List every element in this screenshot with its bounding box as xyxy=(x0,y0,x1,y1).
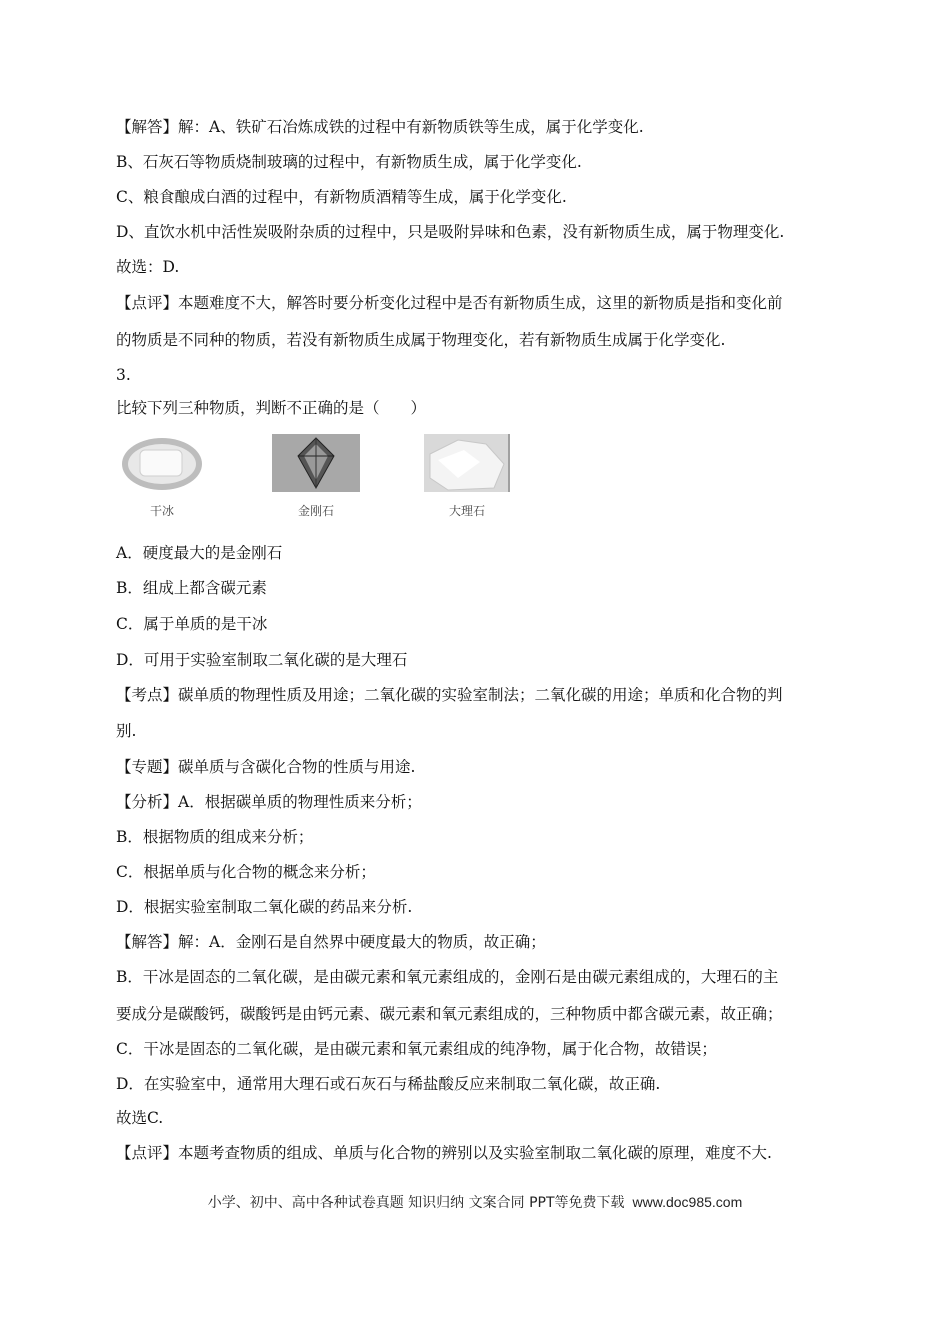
zhuanti: 【专题】碳单质与含碳化合物的性质与用途. xyxy=(116,758,416,776)
jieda-c: C．干冰是固态的二氧化碳，是由碳元素和氧元素组成的纯净物，属于化合物，故错误； xyxy=(116,1040,717,1058)
jieda-b-line-1: B．干冰是固态的二氧化碳，是由碳元素和氧元素组成的，金刚石是由碳元素组成的，大理石的主 xyxy=(116,968,779,986)
footer-link[interactable]: www.doc985.com xyxy=(632,1194,743,1210)
fenxi-b: B．根据物质的组成来分析； xyxy=(116,828,314,846)
footer-text: 小学、初中、高中各种试卷真题 知识归纳 文案合同 PPT等免费下载 xyxy=(207,1195,625,1211)
option-c: C．属于单质的是干冰 xyxy=(116,615,268,633)
solution-comment-line-2: 的物质是不同种的物质，若没有新物质生成属于物理变化，若有新物质生成属于化学变化. xyxy=(116,331,726,349)
dianping: 【点评】本题考查物质的组成、单质与化合物的辨别以及实验室制取二氧化碳的原理，难度不大. xyxy=(116,1144,772,1162)
diamond-icon xyxy=(272,434,360,492)
dry-ice-photo xyxy=(116,430,208,522)
kaodian-line-2: 别. xyxy=(116,722,137,740)
solution-option-d: D、直饮水机中活性炭吸附杂质的过程中，只是吸附异味和色素，没有新物质生成，属于物理变化. xyxy=(116,223,785,241)
solution-choice: 故选：D. xyxy=(116,258,180,276)
marble-photo xyxy=(420,430,514,522)
marble-icon xyxy=(424,434,510,492)
option-d: D．可用于实验室制取二氧化碳的是大理石 xyxy=(116,651,408,669)
diamond-photo xyxy=(268,430,364,522)
marble-caption: 大理石 xyxy=(448,504,485,518)
question-number: 3. xyxy=(116,366,131,384)
solution-option-c: C、粮食酿成白酒的过程中，有新物质酒精等生成，属于化学变化. xyxy=(116,188,567,206)
jieda-d: D．在实验室中，通常用大理石或石灰石与稀盐酸反应来制取二氧化碳，故正确. xyxy=(116,1075,661,1093)
question-stem: 比较下列三种物质，判断不正确的是（ ） xyxy=(116,399,427,417)
kaodian-line-1: 【考点】碳单质的物理性质及用途；二氧化碳的实验室制法；二氧化碳的用途；单质和化合物的判 xyxy=(116,686,783,704)
jieda-b-line-2: 要成分是碳酸钙，碳酸钙是由钙元素、碳元素和氧元素组成的，三种物质中都含碳元素，故正确； xyxy=(116,1005,783,1023)
fenxi-d: D．根据实验室制取二氧化碳的药品来分析. xyxy=(116,898,413,916)
page-footer xyxy=(0,1192,950,1212)
diamond-caption: 金刚石 xyxy=(297,504,334,518)
substance-figure xyxy=(116,430,514,522)
fenxi-a: 【分析】A．根据碳单质的物理性质来分析； xyxy=(116,793,422,811)
jieda-a: 【解答】解：A．金刚石是自然界中硬度最大的物质，故正确； xyxy=(116,933,546,951)
solution-answer-line: 【解答】解：A、铁矿石冶炼成铁的过程中有新物质铁等生成，属于化学变化. xyxy=(116,118,644,136)
option-b: B．组成上都含碳元素 xyxy=(116,579,267,597)
fenxi-c: C．根据单质与化合物的概念来分析； xyxy=(116,863,376,881)
final-choice: 故选C. xyxy=(116,1109,164,1127)
dry-ice-caption: 干冰 xyxy=(149,504,174,518)
option-a: A．硬度最大的是金刚石 xyxy=(116,544,283,562)
solution-comment-line-1: 【点评】本题难度不大，解答时要分析变化过程中是否有新物质生成，这里的新物质是指和变化前 xyxy=(116,294,783,312)
solution-option-b: B、石灰石等物质烧制玻璃的过程中，有新物质生成，属于化学变化. xyxy=(116,153,582,171)
dry-ice-icon xyxy=(120,434,204,492)
